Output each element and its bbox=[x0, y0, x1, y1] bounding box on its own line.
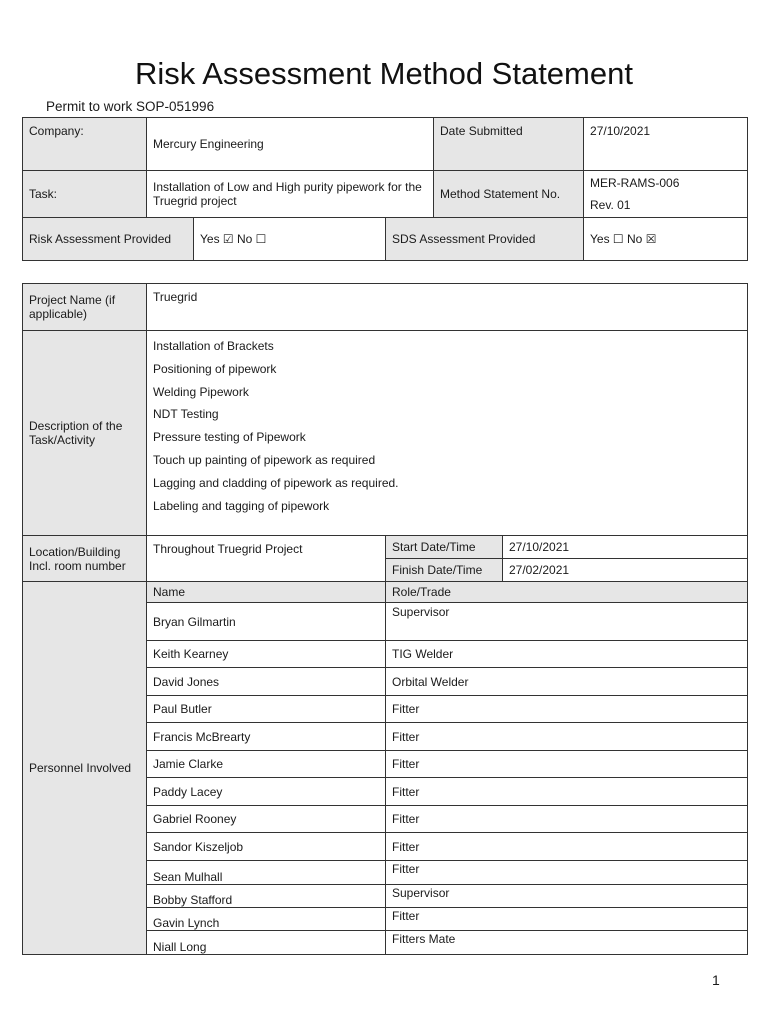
document-title: Risk Assessment Method Statement bbox=[135, 56, 633, 91]
description-label: Description of the Task/Activity bbox=[23, 331, 147, 536]
company-label: Company: bbox=[23, 118, 147, 171]
risk-assessment-label: Risk Assessment Provided bbox=[23, 218, 194, 261]
personnel-role: Supervisor bbox=[386, 885, 748, 908]
personnel-name: Paddy Lacey bbox=[147, 778, 386, 806]
start-date-label: Start Date/Time bbox=[386, 536, 503, 559]
method-statement-number: MER-RAMS-006 bbox=[590, 176, 680, 190]
description-item: Welding Pipework bbox=[153, 384, 249, 399]
personnel-name-header: Name bbox=[147, 582, 386, 603]
task-label: Task: bbox=[23, 171, 147, 218]
personnel-role: Fitters Mate bbox=[386, 931, 748, 955]
location-value: Throughout Truegrid Project bbox=[147, 536, 386, 582]
personnel-role: Fitter bbox=[386, 908, 748, 931]
personnel-label: Personnel Involved bbox=[23, 582, 147, 955]
personnel-name: Keith Kearney bbox=[147, 641, 386, 668]
project-name-label: Project Name (if applicable) bbox=[23, 284, 147, 331]
sds-assessment-label: SDS Assessment Provided bbox=[386, 218, 584, 261]
personnel-name: Bryan Gilmartin bbox=[147, 603, 386, 641]
personnel-role: Fitter bbox=[386, 778, 748, 806]
personnel-role: Supervisor bbox=[386, 603, 748, 641]
finish-date-value: 27/02/2021 bbox=[503, 559, 748, 582]
personnel-role: Fitter bbox=[386, 861, 748, 885]
header-table bbox=[22, 117, 748, 261]
start-date-value: 27/10/2021 bbox=[503, 536, 748, 559]
personnel-name: Sean Mulhall bbox=[147, 861, 386, 885]
permit-number: Permit to work SOP-051996 bbox=[46, 99, 215, 114]
personnel-name: Bobby Stafford bbox=[147, 885, 386, 908]
description-item: Positioning of pipework bbox=[153, 361, 277, 376]
personnel-role: Fitter bbox=[386, 833, 748, 861]
company-value: Mercury Engineering bbox=[147, 118, 434, 171]
date-submitted-label: Date Submitted bbox=[434, 118, 584, 171]
personnel-role: Fitter bbox=[386, 806, 748, 833]
personnel-name: Jamie Clarke bbox=[147, 751, 386, 778]
date-submitted-value: 27/10/2021 bbox=[584, 118, 748, 171]
personnel-name: Sandor Kiszeljob bbox=[147, 833, 386, 861]
personnel-name: David Jones bbox=[147, 668, 386, 696]
personnel-name: Paul Butler bbox=[147, 696, 386, 723]
sds-assessment-value: Yes ☐ No ☒ bbox=[584, 218, 748, 261]
personnel-role-header: Role/Trade bbox=[386, 582, 748, 603]
description-item: Pressure testing of Pipework bbox=[153, 430, 306, 445]
method-statement-cell bbox=[584, 171, 748, 218]
description-item: Installation of Brackets bbox=[153, 339, 274, 353]
personnel-role: Fitter bbox=[386, 696, 748, 723]
personnel-name: Niall Long bbox=[147, 931, 386, 955]
finish-date-label: Finish Date/Time bbox=[386, 559, 503, 582]
description-item: NDT Testing bbox=[153, 407, 219, 422]
personnel-name: Gavin Lynch bbox=[147, 908, 386, 931]
project-name-value: Truegrid bbox=[147, 284, 748, 331]
personnel-role: Orbital Welder bbox=[386, 668, 748, 696]
description-item: Labeling and tagging of pipework bbox=[153, 498, 330, 513]
personnel-name: Francis McBrearty bbox=[147, 723, 386, 751]
description-list bbox=[147, 331, 748, 536]
task-value: Installation of Low and High purity pipework for the Truegrid project bbox=[147, 171, 434, 218]
description-item: Touch up painting of pipework as required bbox=[153, 452, 376, 467]
project-table bbox=[22, 283, 748, 955]
method-statement-label: Method Statement No. bbox=[434, 171, 584, 218]
personnel-role: Fitter bbox=[386, 723, 748, 751]
risk-assessment-value: Yes ☑ No ☐ bbox=[194, 218, 386, 261]
personnel-role: TIG Welder bbox=[386, 641, 748, 668]
personnel-name: Gabriel Rooney bbox=[147, 806, 386, 833]
personnel-role: Fitter bbox=[386, 751, 748, 778]
page-number: 1 bbox=[712, 972, 720, 988]
description-item: Lagging and cladding of pipework as required. bbox=[153, 475, 399, 490]
location-label: Location/Building Incl. room number bbox=[23, 536, 147, 582]
revision-number: Rev. 01 bbox=[590, 198, 631, 212]
